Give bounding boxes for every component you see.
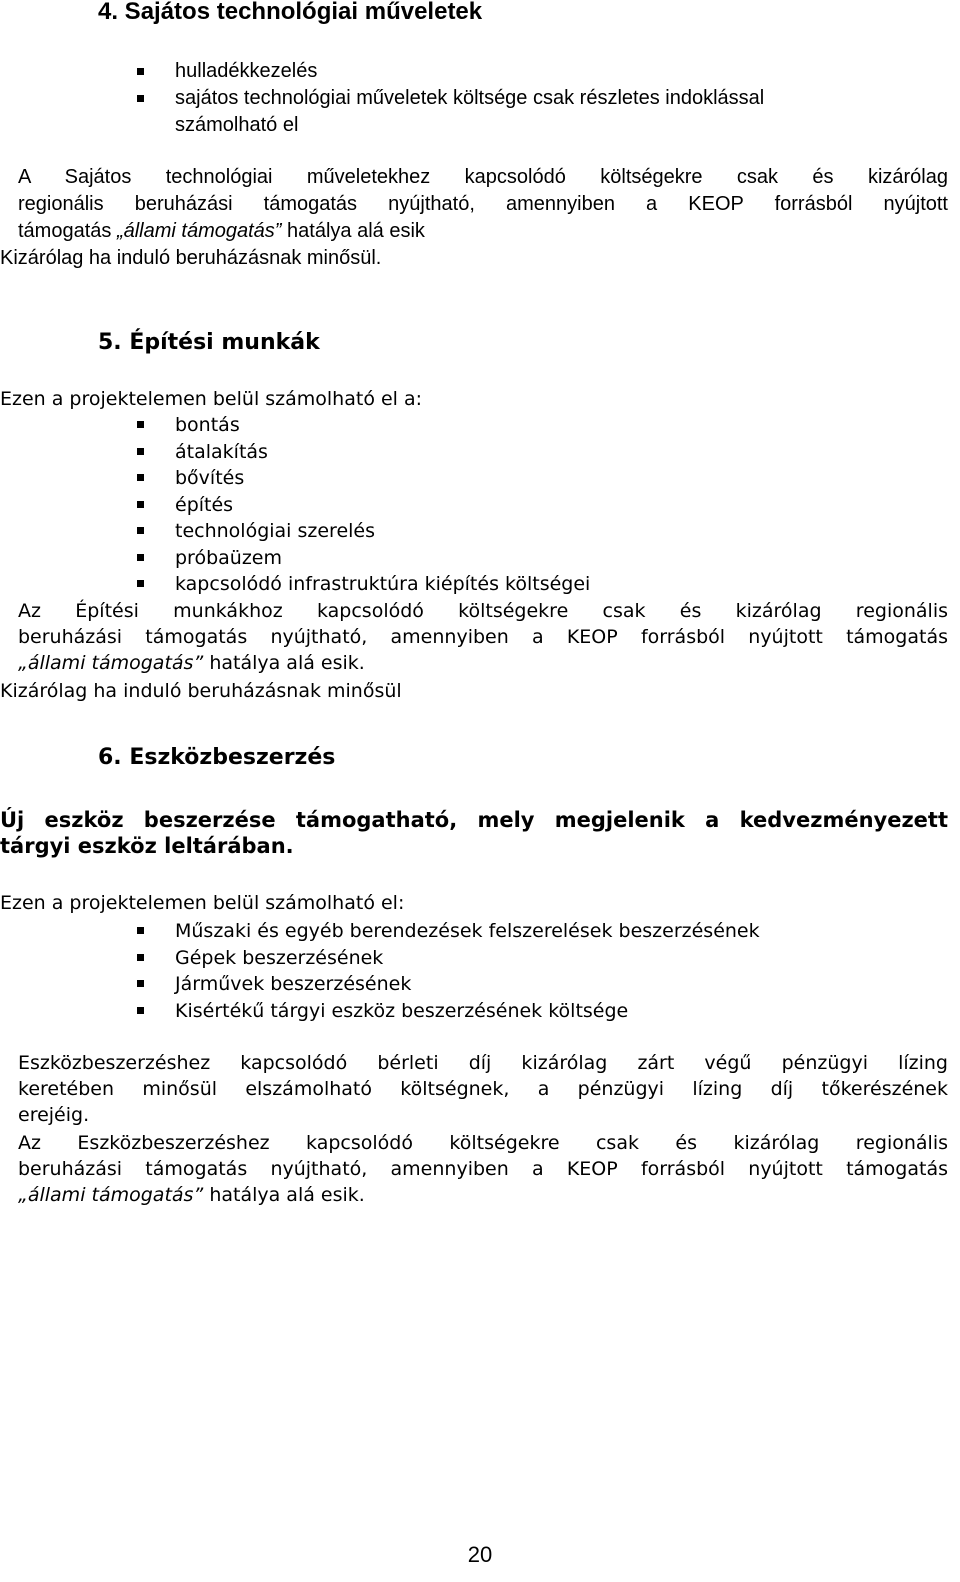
list-item-text: bontás [175,414,240,436]
square-bullet-icon [137,554,144,561]
square-bullet-icon [137,980,144,987]
list-item-text: sajátos technológiai műveletek költsége csak részletes indoklással [175,87,765,109]
paragraph-line: regionális beruházási támogatás nyújtható, amennyiben a KEOP forrásból nyújtott [18,193,948,215]
list-item-text: átalakítás [175,440,268,463]
section-6-lease-paragraph [18,1050,948,1128]
list-item-text: Járművek beszerzésének [175,973,412,995]
paragraph-line: beruházási támogatás nyújtható, amennyiben a KEOP forrásból nyújtott támogatás [18,626,948,648]
paragraph-line: Az Építési munkákhoz kapcsolódó költségekre csak és kizárólag regionális [18,600,948,622]
paragraph-line: erejéig. [18,1104,90,1126]
paragraph-line [18,218,948,245]
list-item-text: számolható el [175,114,299,136]
square-bullet-icon [137,501,144,508]
section-4-heading: 4. Sajátos technológiai műveletek [98,0,483,25]
text: hatálya alá esik. [203,652,365,674]
italic-term: „állami támogatás” [18,652,204,674]
list-item-text: bővítés [175,467,245,489]
section-5-intro: Ezen a projektelemen belül számolható el a: [0,388,423,410]
text: támogatás [18,220,117,242]
square-bullet-icon [137,1007,144,1014]
square-bullet-icon [137,68,144,75]
section-5-note: Kizárólag ha induló beruházásnak minősül [0,680,402,702]
list-item-text: Műszaki és egyéb berendezések felszerelések beszerzésének [175,920,760,942]
section-6-bold-statement [0,807,948,859]
paragraph-line [18,1182,948,1208]
square-bullet-icon [137,527,144,534]
section-4-paragraph [18,164,948,245]
paragraph-line: Eszközbeszerzéshez kapcsolódó bérleti díj kizárólag zárt végű pénzügyi lízing [18,1052,948,1074]
section-6-support-paragraph [18,1130,948,1208]
bold-line: tárgyi eszköz leltárában. [0,834,294,858]
list-item-text: próbaüzem [175,546,282,569]
bold-line: Új eszköz beszerzése támogatható, mely megjelenik a kedvezményezett [0,808,948,832]
list-item-text: építés [175,493,234,516]
italic-term: „állami támogatás” [116,220,282,242]
square-bullet-icon [137,927,144,934]
square-bullet-icon [137,474,144,481]
paragraph-line: A Sajátos technológiai műveletekhez kapcsolódó költségekre csak és kizárólag [18,166,948,188]
square-bullet-icon [137,421,144,428]
section-6-heading: 6. Eszközbeszerzés [98,745,336,770]
page-number: 20 [467,1542,493,1567]
paragraph-line: beruházási támogatás nyújtható, amennyiben a KEOP forrásból nyújtott támogatás [18,1158,948,1180]
list-item-text: kapcsolódó infrastruktúra kiépítés költségei [175,573,591,595]
list-item-text: Kisértékű tárgyi eszköz beszerzésének költsége [175,999,629,1022]
square-bullet-icon [137,954,144,961]
list-item-text: hulladékkezelés [175,60,318,82]
text: hatálya alá esik [281,220,425,242]
square-bullet-icon [137,448,144,455]
square-bullet-icon [137,95,144,102]
paragraph-line: Az Eszközbeszerzéshez kapcsolódó költségekre csak és kizárólag regionális [18,1132,948,1154]
section-6-intro: Ezen a projektelemen belül számolható el: [0,892,405,914]
paragraph-line [18,650,948,676]
italic-term: „állami támogatás” [18,1184,204,1206]
section-4-note: Kizárólag ha induló beruházásnak minősül. [0,247,382,269]
text: hatálya alá esik. [203,1184,365,1206]
list-item-text: technológiai szerelés [175,520,376,542]
list-item-text: Gépek beszerzésének [175,946,384,969]
section-5-heading: 5. Építési munkák [98,330,320,355]
square-bullet-icon [137,580,144,587]
section-5-paragraph [18,598,948,676]
paragraph-line: keretében minősül elszámolható költségnek, a pénzügyi lízing díj tőkerészének [18,1078,948,1100]
